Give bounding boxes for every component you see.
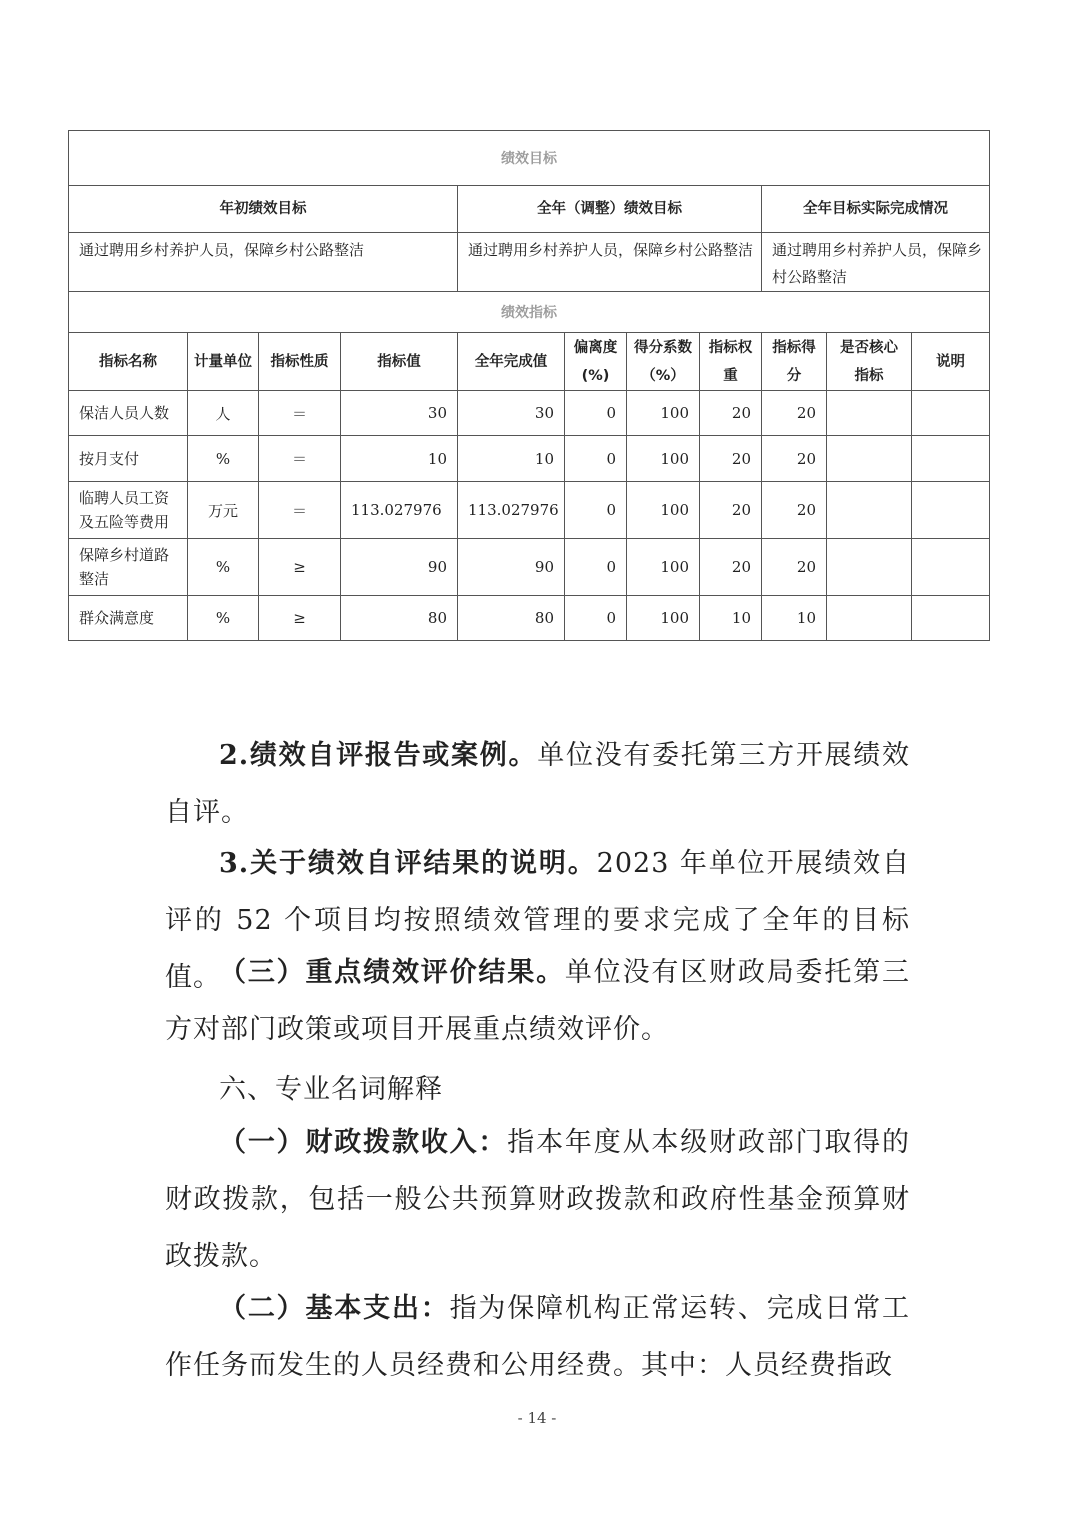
paragraph-text: 指为保障机构正常运转、完成日常工作任务而发生的人员经费和公用经费。其中：人员经费指政 (165, 1293, 910, 1381)
goal-header-adjusted: 全年（调整）绩效目标 (458, 186, 762, 233)
cell-actual: 80 (458, 596, 565, 641)
cell-unit: % (188, 539, 259, 596)
cell-coef: 100 (627, 391, 700, 436)
cell-name: 保洁人员人数 (69, 391, 188, 436)
cell-weight: 20 (700, 391, 762, 436)
cell-weight: 20 (700, 482, 762, 539)
cell-weight: 10 (700, 596, 762, 641)
paragraph-text: 单位没有委托第三方开展绩效自评。 (165, 740, 911, 828)
cell-actual: 113.027976 (458, 482, 565, 539)
paragraph-self-eval-report (165, 727, 910, 841)
cell-score: 20 (762, 391, 827, 436)
cell-target: 90 (341, 539, 458, 596)
cell-actual: 10 (458, 436, 565, 482)
col-header-nature: 指标性质 (259, 333, 341, 391)
paragraph-lead: （三）重点绩效评价结果。 (219, 957, 565, 988)
cell-score: 10 (762, 596, 827, 641)
cell-unit: % (188, 596, 259, 641)
cell-coef: 100 (627, 436, 700, 482)
column-header-row (69, 333, 990, 391)
cell-target: 30 (341, 391, 458, 436)
cell-target: 113.027976 (341, 482, 458, 539)
table-row (69, 596, 990, 641)
cell-nature: ＝ (259, 391, 341, 436)
cell-actual: 90 (458, 539, 565, 596)
col-header-name: 指标名称 (69, 333, 188, 391)
cell-note (912, 482, 990, 539)
paragraph-lead: 3.关于绩效自评结果的说明。 (219, 848, 597, 879)
section-heading-terms: 六、专业名词解释 (219, 1074, 443, 1105)
cell-nature: ＝ (259, 436, 341, 482)
goal-header-initial: 年初绩效目标 (69, 186, 458, 233)
performance-table (68, 130, 990, 641)
paragraph-lead: （二）基本支出： (219, 1293, 450, 1324)
paragraph-text: 指本年度从本级财政部门取得的财政拨款，包括一般公共预算财政拨款和政府性基金预算财政拨款。 (165, 1127, 911, 1272)
paragraph-text: 2023 年单位开展绩效自评的 52 个项目均按照绩效管理的要求完成了全年的目标值。 (165, 848, 911, 993)
cell-name: 保障乡村道路整洁 (69, 539, 188, 596)
col-header-note: 说明 (912, 333, 990, 391)
cell-core (827, 482, 912, 539)
paragraph-lead: 2.绩效自评报告或案例。 (219, 740, 538, 771)
cell-unit: 人 (188, 391, 259, 436)
cell-name: 群众满意度 (69, 596, 188, 641)
goal-initial-value: 通过聘用乡村养护人员，保障乡村公路整洁 (69, 233, 458, 292)
cell-coef: 100 (627, 596, 700, 641)
table-row (69, 436, 990, 482)
goal-header-actual: 全年目标实际完成情况 (762, 186, 990, 233)
cell-note (912, 391, 990, 436)
cell-name: 按月支付 (69, 436, 188, 482)
cell-deviation: 0 (565, 596, 627, 641)
col-header-deviation: 偏离度(%) (565, 333, 627, 391)
cell-core (827, 391, 912, 436)
page-number: - 14 - (517, 1409, 557, 1427)
paragraph-key-eval-result (165, 944, 910, 1058)
cell-score: 20 (762, 436, 827, 482)
cell-note (912, 539, 990, 596)
table-row (69, 482, 990, 539)
table-row (69, 539, 990, 596)
cell-core (827, 539, 912, 596)
cell-actual: 30 (458, 391, 565, 436)
cell-core (827, 436, 912, 482)
col-header-coef: 得分系数（%） (627, 333, 700, 391)
section-goals-header: 绩效目标 (69, 131, 990, 186)
cell-unit: % (188, 436, 259, 482)
goal-actual-value: 通过聘用乡村养护人员，保障乡村公路整洁 (762, 233, 990, 292)
paragraph-text: 单位没有区财政局委托第三方对部门政策或项目开展重点绩效评价。 (165, 957, 911, 1045)
section-indicators-header: 绩效指标 (69, 292, 990, 333)
cell-note (912, 436, 990, 482)
cell-name: 临聘人员工资及五险等费用 (69, 482, 188, 539)
cell-nature: ≥ (259, 596, 341, 641)
paragraph-basic-expense (165, 1280, 910, 1394)
goal-adjusted-value: 通过聘用乡村养护人员，保障乡村公路整洁 (458, 233, 762, 292)
table-row (69, 391, 990, 436)
cell-target: 10 (341, 436, 458, 482)
cell-weight: 20 (700, 436, 762, 482)
cell-weight: 20 (700, 539, 762, 596)
cell-unit: 万元 (188, 482, 259, 539)
cell-target: 80 (341, 596, 458, 641)
cell-nature: ≥ (259, 539, 341, 596)
cell-note (912, 596, 990, 641)
col-header-core: 是否核心指标 (827, 333, 912, 391)
col-header-weight: 指标权重 (700, 333, 762, 391)
cell-coef: 100 (627, 482, 700, 539)
cell-deviation: 0 (565, 391, 627, 436)
col-header-target: 指标值 (341, 333, 458, 391)
cell-core (827, 596, 912, 641)
cell-coef: 100 (627, 539, 700, 596)
cell-score: 20 (762, 482, 827, 539)
cell-deviation: 0 (565, 482, 627, 539)
cell-score: 20 (762, 539, 827, 596)
paragraph-fiscal-income (165, 1114, 910, 1285)
col-header-unit: 计量单位 (188, 333, 259, 391)
cell-deviation: 0 (565, 539, 627, 596)
paragraph-lead: （一）财政拨款收入： (219, 1127, 508, 1158)
cell-deviation: 0 (565, 436, 627, 482)
col-header-score: 指标得分 (762, 333, 827, 391)
col-header-actual: 全年完成值 (458, 333, 565, 391)
cell-nature: ＝ (259, 482, 341, 539)
